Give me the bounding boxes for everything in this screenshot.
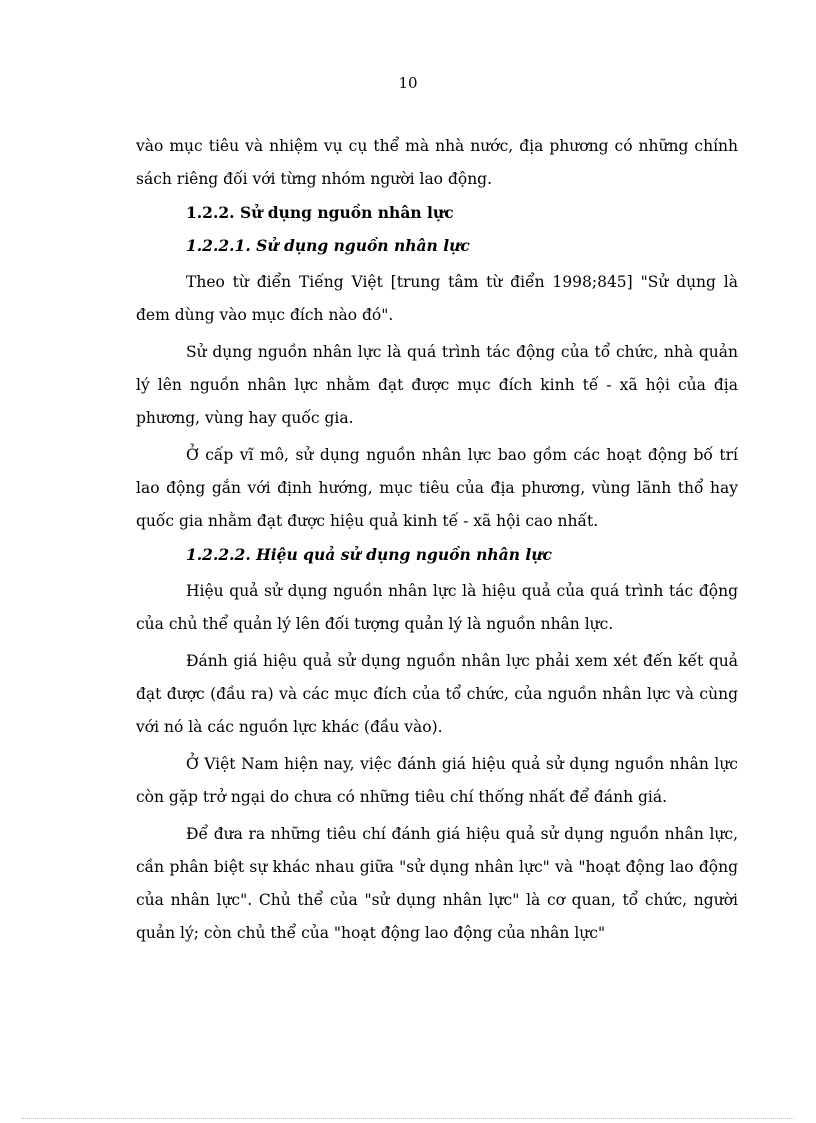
- paragraph: Ở cấp vĩ mô, sử dụng nguồn nhân lực bao gồm các hoạt động bố trí lao động gắn với định hướng, mục tiêu của địa phương, vùng lãnh thổ hay quốc gia nhằm đạt được hiệu quả kinh tế - xã hội cao nhất.: [136, 446, 738, 530]
- paragraph: Hiệu quả sử dụng nguồn nhân lực là hiệu quả của quá trình tác động của chủ thể quản lý lên đối tượng quản lý là nguồn nhân lực.: [136, 582, 738, 633]
- paragraph: Đánh giá hiệu quả sử dụng nguồn nhân lực phải xem xét đến kết quả đạt được (đầu ra) và các mục đích của tổ chức, của nguồn nhân lực và cùng với nó là các nguồn lực khác (đầu vào).: [136, 652, 738, 736]
- paragraph-continuation: vào mục tiêu và nhiệm vụ cụ thể mà nhà nước, địa phương có những chính sách riêng đối với từng nhóm người lao động.: [136, 137, 738, 188]
- document-body: [136, 130, 738, 950]
- page-bottom-rule: [22, 1118, 794, 1119]
- section-heading: 1.2.2. Sử dụng nguồn nhân lực: [186, 203, 454, 222]
- subsection-heading: 1.2.2.2. Hiệu quả sử dụng nguồn nhân lực: [186, 545, 552, 564]
- paragraph: Sử dụng nguồn nhân lực là quá trình tác động của tổ chức, nhà quản lý lên nguồn nhân lực nhằm đạt được mục đích kinh tế - xã hội của địa phương, vùng hay quốc gia.: [136, 343, 738, 427]
- paragraph: Để đưa ra những tiêu chí đánh giá hiệu quả sử dụng nguồn nhân lực, cần phân biệt sự khác nhau giữa "sử dụng nhân lực" và "hoạt động lao động của nhân lực". Chủ thể của "sử dụng nhân lực" là cơ quan, tổ chức, người quản lý; còn chủ thể của "hoạt động lao động của nhân lực": [136, 825, 738, 942]
- subsection-heading: 1.2.2.1. Sử dụng nguồn nhân lực: [186, 236, 470, 255]
- paragraph: Theo từ điển Tiếng Việt [trung tâm từ điển 1998;845] "Sử dụng là đem dùng vào mục đích nào đó".: [136, 273, 738, 324]
- paragraph: Ở Việt Nam hiện nay, việc đánh giá hiệu quả sử dụng nguồn nhân lực còn gặp trở ngại do chưa có những tiêu chí thống nhất để đánh giá.: [136, 755, 738, 806]
- page-number: 10: [398, 74, 418, 92]
